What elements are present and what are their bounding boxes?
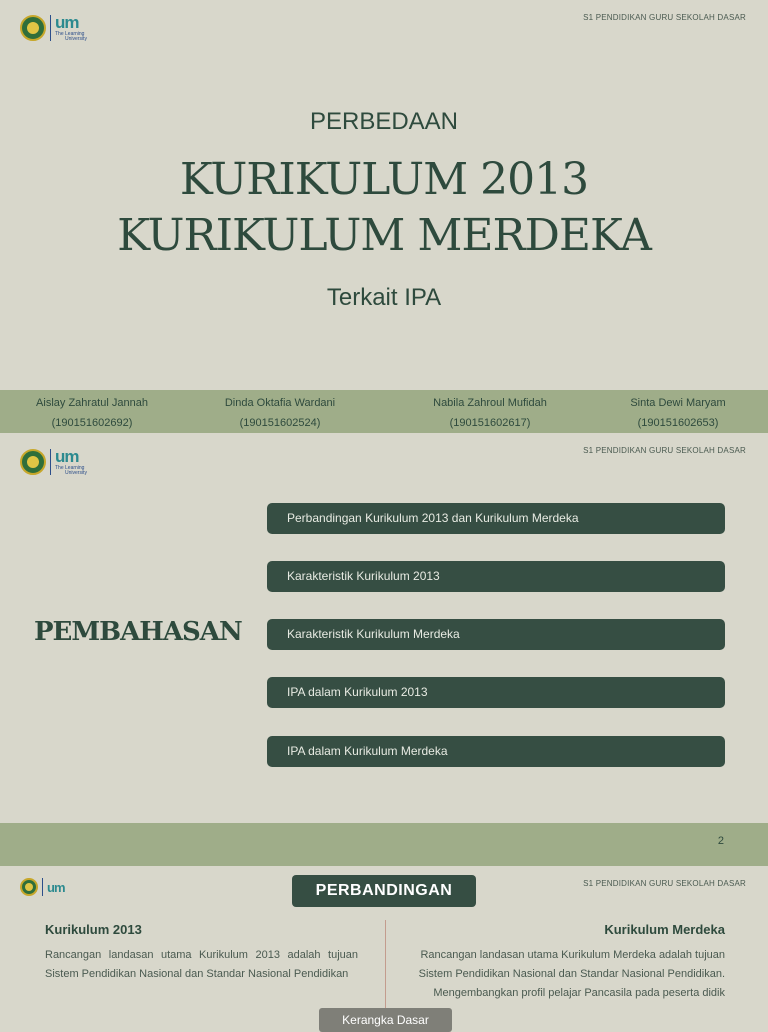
university-logo: um The Learning University	[20, 14, 87, 42]
subtitle: Terkait IPA	[326, 284, 442, 311]
comparison-heading: PERBANDINGAN	[292, 875, 476, 907]
left-column-title: Kurikulum 2013	[45, 922, 142, 937]
kerangka-dasar-button[interactable]: Kerangka Dasar	[319, 1008, 452, 1032]
author-entry: Nabila Zahroul Mufidah (190151602617)	[433, 397, 547, 429]
left-column-text: Rancangan landasan utama Kurikulum 2013 adalah tujuan Sistem Pendidikan Nasional dan Standar Nasional Pendidikan	[45, 949, 358, 980]
author-entry: Dinda Oktafia Wardani (190151602524)	[224, 397, 336, 429]
university-seal-icon	[20, 449, 46, 475]
agenda-topic[interactable]: Karakteristik Kurikulum 2013	[267, 561, 725, 592]
university-logo: um The Learning University	[20, 448, 87, 476]
author-entry: Sinta Dewi Maryam (190151602653)	[630, 397, 726, 429]
footer-band	[0, 823, 768, 866]
program-label: S1 PENDIDIKAN GURU SEKOLAH DASAR	[583, 13, 746, 22]
logo-um-text: um	[55, 13, 79, 32]
author-band	[0, 390, 768, 433]
program-label: S1 PENDIDIKAN GURU SEKOLAH DASAR	[583, 446, 746, 455]
author-entry: Aislay Zahratul Jannah (190151602692)	[36, 397, 148, 429]
main-title: KURIKULUM 2013 KURIKULUM MERDEKA	[117, 154, 651, 261]
agenda-topic[interactable]: Perbandingan Kurikulum 2013 dan Kurikulum Merdeka	[267, 503, 725, 534]
title-slide	[0, 0, 768, 433]
agenda-topic[interactable]: IPA dalam Kurikulum 2013	[267, 677, 725, 708]
agenda-heading: PEMBAHASAN	[34, 617, 242, 647]
university-logo: um	[20, 878, 65, 896]
agenda-topic[interactable]: Karakteristik Kurikulum Merdeka	[267, 619, 725, 650]
page-number: 2	[717, 835, 724, 847]
university-seal-icon	[20, 878, 38, 896]
right-column-title: Kurikulum Merdeka	[604, 922, 725, 937]
slide-kicker: PERBEDAAN	[309, 108, 459, 135]
agenda-topic[interactable]: IPA dalam Kurikulum Merdeka	[267, 736, 725, 767]
university-seal-icon	[20, 15, 46, 41]
right-column-text: Rancangan landasan utama Kurikulum Merdeka adalah tujuan Sistem Pendidikan Nasional dan Standar Nasional Pendidikan. Mengembangkan profil pelajar Pancasila pada peserta didik	[418, 949, 725, 999]
program-label: S1 PENDIDIKAN GURU SEKOLAH DASAR	[583, 879, 746, 888]
